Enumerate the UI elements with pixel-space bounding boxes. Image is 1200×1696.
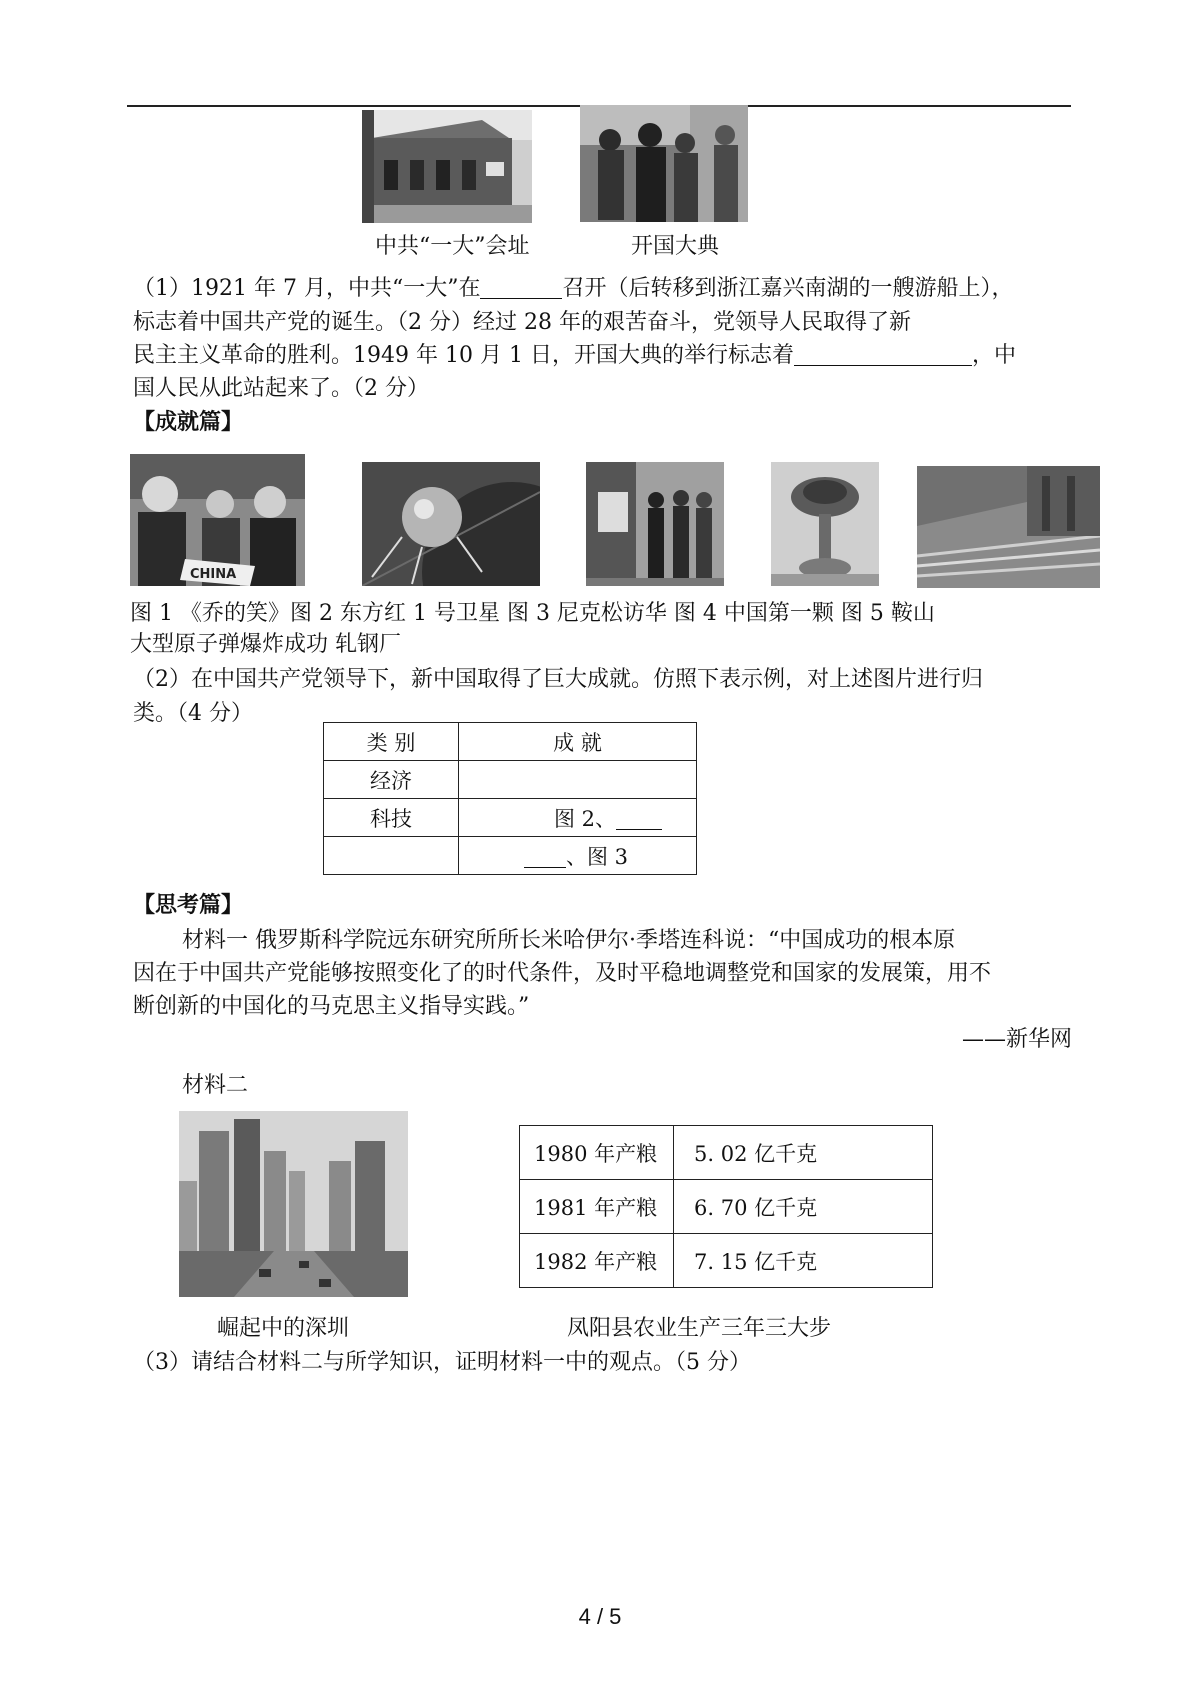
q1-line1 [133,274,1013,304]
table-row [520,1126,933,1180]
category-table-header [324,723,697,761]
answer-cell-category[interactable] [324,837,459,875]
table-row [324,799,697,837]
answer-cell-economy[interactable] [459,761,697,799]
q1-line4: 国人民从此站起来了。（2 分） [133,376,429,401]
grain-amount: 7. 15 亿千克 [674,1234,933,1288]
category-table [323,722,697,875]
blank-tech[interactable] [616,807,662,830]
photo-fig4-atomic-bomb [771,462,879,586]
answer-cell-tech [459,799,697,837]
photo-captions-line2: 大型原子弹爆炸成功 轧钢厂 [130,632,401,657]
material1-line2: 因在于中国共产党能够按照变化了的时代条件，及时平稳地调整党和国家的发展策，用不 [133,961,992,986]
caption-founding-ceremony: 开国大典 [631,234,720,259]
q1-line2: 标志着中国共产党的诞生。（2 分）经过 28 年的艰苦奋斗，党领导人民取得了新 [133,310,911,335]
row-category: 科技 [324,799,459,837]
svg-text:CHINA: CHINA [190,567,237,582]
material1-source: ——新华网 [961,1027,1072,1052]
photo-captions-line1: 图 1 《乔的笑》图 2 东方红 1 号卫星 图 3 尼克松访华 图 4 中国第一颗 图 5 鞍山 [130,601,935,626]
grain-year: 1981 年产粮 [520,1180,674,1234]
material1-line3: 断创新的中国化的马克思主义指导实践。” [133,994,530,1019]
material1-line1: 材料一 俄罗斯科学院远东研究所所长米哈伊尔·季塔连科说：“中国成功的根本原 [182,928,956,953]
caption-fengyang: 凤阳县农业生产三年三大步 [567,1316,832,1341]
section-thinking-heading: 【思考篇】 [133,892,244,918]
q1-line3-text-b: ，中 [971,343,1016,368]
table-row [520,1234,933,1288]
table-row [324,837,697,875]
q1-line3-text-a: 民主主义革命的胜利。1949 年 10 月 1 日，开国大典的举行标志着 [133,343,794,368]
blank-third[interactable] [524,845,566,868]
q1-line1-text-a: （1）1921 年 7 月，中共“一大”在 [133,276,481,301]
header-achievement: 成 就 [459,723,697,761]
header-category: 类 别 [324,723,459,761]
caption-congress-site: 中共“一大”会址 [375,234,530,259]
photo-fig5-anshan-steel-mill [917,466,1100,588]
page-number: 4 / 5 [578,1604,622,1629]
photo-fig2-satellite [362,462,540,586]
grain-table [519,1125,933,1288]
q2-line1: （2）在中国共产党领导下，新中国取得了巨大成就。仿照下表示例，对上述图片进行归 [133,667,983,692]
photo-fig3-nixon-visit [586,462,724,586]
table-row [520,1180,933,1234]
q1-line1-text-b: 召开（后转移到浙江嘉兴南湖的一艘游船上）， [562,276,1014,301]
third-suffix: 、图 3 [566,844,629,869]
q1-line3 [133,341,1016,371]
blank-congress-location[interactable] [480,276,562,299]
photo-congress-site [362,110,532,223]
photo-founding-ceremony [580,105,748,222]
blank-ceremony-significance[interactable] [794,343,972,366]
photo-fig1-qiao-laugh [130,454,305,586]
caption-shenzhen: 崛起中的深圳 [217,1316,350,1341]
q3-text: （3）请结合材料二与所学知识，证明材料一中的观点。（5 分） [133,1350,751,1375]
answer-cell-third [459,837,697,875]
grain-amount: 6. 70 亿千克 [674,1180,933,1234]
table-row [324,761,697,799]
grain-amount: 5. 02 亿千克 [674,1126,933,1180]
grain-year: 1980 年产粮 [520,1126,674,1180]
photo-shenzhen [179,1111,408,1297]
row-category: 经济 [324,761,459,799]
grain-year: 1982 年产粮 [520,1234,674,1288]
tech-prefix: 图 2、 [554,806,617,831]
q2-line2: 类。（4 分） [133,701,253,726]
section-achievement-heading: 【成就篇】 [133,409,244,435]
material2-label: 材料二 [182,1073,249,1098]
